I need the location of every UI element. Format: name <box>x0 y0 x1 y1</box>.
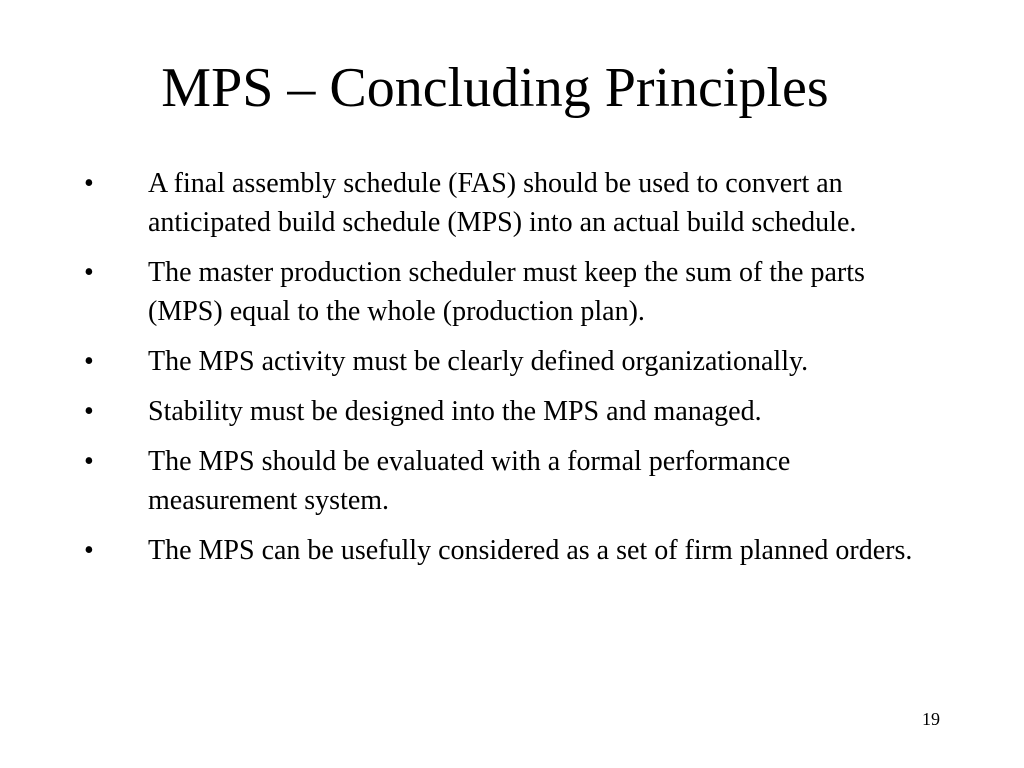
bullet-text: The MPS can be usefully considered as a set of firm planned orders. <box>148 535 913 566</box>
list-item <box>84 164 924 242</box>
bullet-text: The master production scheduler must keep the sum of the parts (MPS) equal to the whole (production plan). <box>148 257 865 327</box>
bullet-text: Stability must be designed into the MPS and managed. <box>148 396 762 427</box>
list-item <box>84 342 924 381</box>
bullet-icon: • <box>84 535 94 566</box>
bullet-icon: • <box>84 346 94 377</box>
slide-title: MPS – Concluding Principles <box>161 57 829 119</box>
bullet-icon: • <box>84 396 94 427</box>
bullet-text: The MPS activity must be clearly defined organizationally. <box>148 346 809 377</box>
list-item <box>84 531 924 570</box>
bullet-icon: • <box>84 257 94 288</box>
list-item <box>84 253 924 331</box>
list-item <box>84 442 924 520</box>
bullet-text: A final assembly schedule (FAS) should be used to convert an anticipated build schedule (MPS) into an actual build schedule. <box>148 168 857 238</box>
bullet-list <box>84 164 924 581</box>
page-number: 19 <box>922 709 940 729</box>
bullet-icon: • <box>84 446 94 477</box>
list-item <box>84 392 924 431</box>
bullet-text: The MPS should be evaluated with a formal performance measurement system. <box>148 446 791 516</box>
bullet-icon: • <box>84 168 94 199</box>
